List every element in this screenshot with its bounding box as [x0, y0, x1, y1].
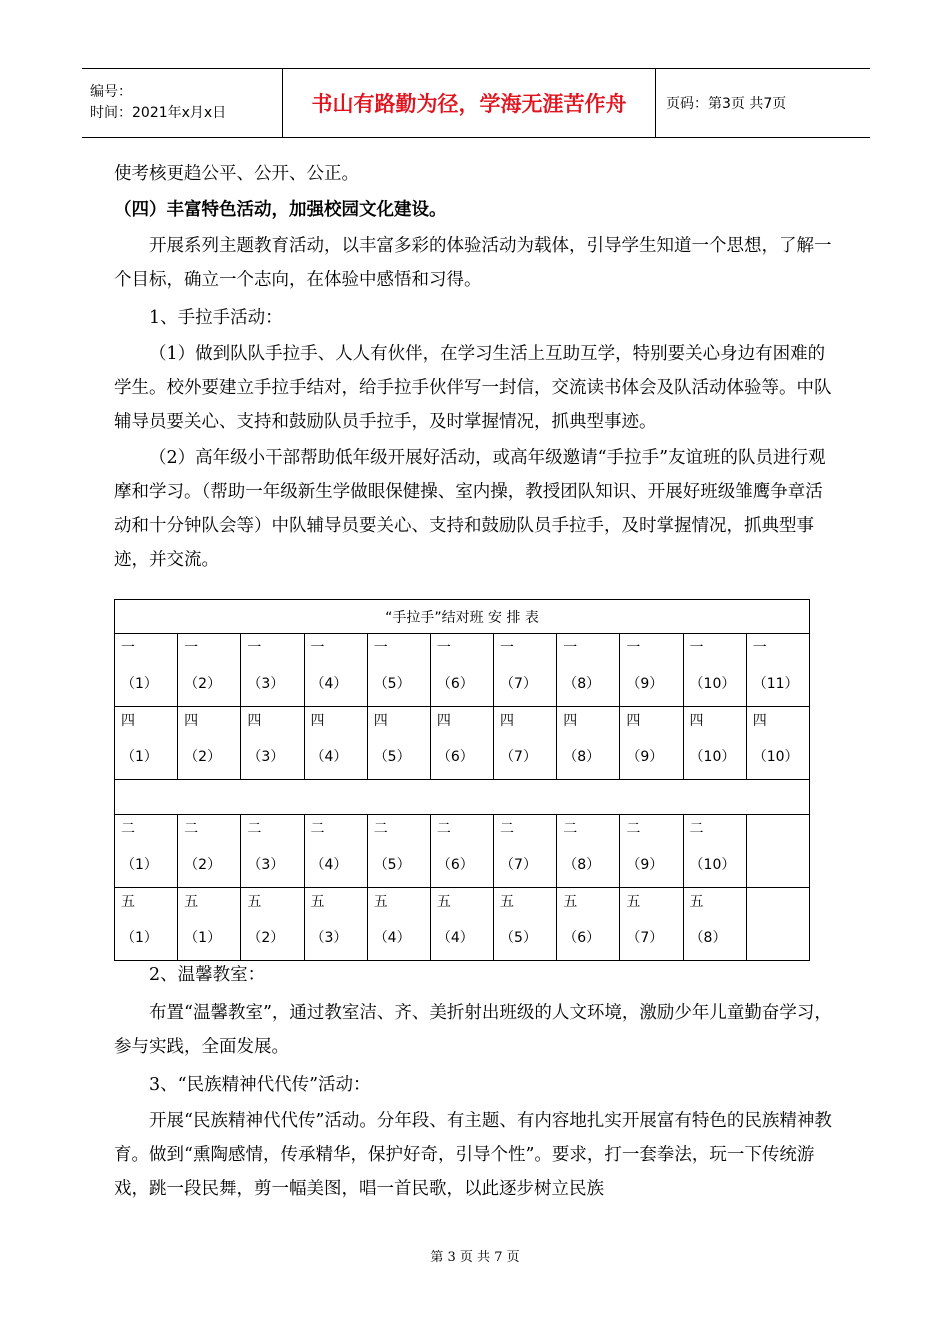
grade-label: 一	[247, 640, 262, 656]
grade-label: 二	[310, 821, 325, 837]
grade-label: 二	[373, 821, 388, 837]
class-number: （6）	[436, 676, 474, 692]
grade-label: 一	[752, 640, 767, 656]
class-number: （5）	[500, 930, 537, 946]
item2-title: 2、温馨教室：	[149, 965, 266, 985]
table-cell	[557, 815, 620, 888]
table-cell	[557, 707, 620, 780]
date-label: 时间：2021年x月x日	[90, 105, 227, 121]
class-number: （8）	[563, 676, 601, 692]
table-cell	[620, 634, 683, 707]
continued-line: 使考核更趋公平、公开、公正。	[114, 164, 359, 184]
grade-label: 四	[689, 713, 704, 729]
class-number: （10）	[689, 857, 736, 873]
grade-label: 五	[373, 894, 388, 910]
table-cell	[430, 815, 493, 888]
item3-title: 3、“民族精神代代传”活动：	[149, 1075, 371, 1095]
table-cell	[494, 707, 557, 780]
grade-label: 四	[247, 713, 262, 729]
grade-label: 五	[247, 894, 262, 910]
item1-paragraph-2: （2）高年级小干部帮助低年级开展好活动，或高年级邀请“手拉手”友谊班的队员进行观摩和学习。（帮助一年级新生学做眼保健操、室内操，教授团队知识、开展好班级雏鹰争章活动和十分钟队会等）中队辅导员要关心、支持和鼓励队员手拉手，及时掌握情况，抓典型事迹，并交流。	[114, 448, 826, 570]
item2-paragraph: 布置“温馨教室”，通过教室洁、齐、美折射出班级的人文环境，激励少年儿童勤奋学习，参与实践，全面发展。	[114, 1003, 832, 1057]
table-cell	[746, 888, 809, 961]
class-number: （7）	[500, 857, 537, 873]
table-cell	[241, 707, 304, 780]
grade-label	[753, 815, 809, 853]
grade-label: 四	[563, 713, 578, 729]
table-row	[115, 815, 810, 888]
class-number: （1）	[121, 676, 158, 692]
table-cell	[620, 815, 683, 888]
class-number: （7）	[500, 749, 537, 765]
class-number: （10）	[689, 676, 736, 692]
grade-label: 五	[184, 894, 199, 910]
table-cell	[557, 634, 620, 707]
grade-label: 五	[436, 894, 451, 910]
class-number: （6）	[436, 749, 474, 765]
section-heading: （四）丰富特色活动，加强校园文化建设。	[114, 200, 447, 220]
grade-label: 二	[563, 821, 578, 837]
header-page-cell	[656, 69, 870, 137]
class-number: （9）	[626, 857, 664, 873]
grade-label: 二	[500, 821, 515, 837]
table-cell	[304, 815, 367, 888]
grade-label: 一	[184, 640, 199, 656]
class-number: （4）	[310, 749, 348, 765]
class-number: （8）	[563, 857, 601, 873]
item1-paragraph-1: （1）做到队队手拉手、人人有伙伴，在学习生活上互助互学，特别要关心身边有困难的学生。校外要建立手拉手结对，给手拉手伙伴写一封信，交流读书体会及队活动体验等。中队辅导员要关心、支持和鼓励队员手拉手，及时掌握情况，抓典型事迹。	[114, 344, 832, 432]
grade-label: 一	[436, 640, 451, 656]
grade-label: 二	[436, 821, 451, 837]
class-number: （1）	[121, 857, 158, 873]
grade-label: 二	[184, 821, 199, 837]
grade-label: 五	[500, 894, 515, 910]
table-title: “手拉手”结对班 安 排 表	[115, 600, 810, 634]
page-footer: 第 3 页 共 7 页	[430, 1250, 520, 1265]
table-cell	[367, 634, 430, 707]
grade-label: 二	[689, 821, 704, 837]
body-bottom	[114, 958, 838, 1206]
class-number: （2）	[184, 857, 222, 873]
class-number: （3）	[247, 749, 285, 765]
table-cell	[557, 888, 620, 961]
class-number: （5）	[373, 749, 411, 765]
grade-label: 五	[310, 894, 325, 910]
table-cell	[115, 888, 178, 961]
pair-class-table	[114, 599, 810, 961]
table-cell	[746, 707, 809, 780]
class-number	[753, 926, 809, 960]
grade-label: 四	[310, 713, 325, 729]
class-number: （6）	[563, 930, 601, 946]
table-cell	[178, 815, 241, 888]
table-cell	[683, 634, 746, 707]
grade-label: 四	[626, 713, 641, 729]
grade-label: 二	[121, 821, 135, 837]
table-cell	[430, 707, 493, 780]
grade-label: 五	[563, 894, 578, 910]
grade-label: 二	[247, 821, 262, 837]
table-cell	[367, 815, 430, 888]
table-cell	[683, 707, 746, 780]
table-cell	[367, 888, 430, 961]
intro-paragraph: 开展系列主题教育活动，以丰富多彩的体验活动为载体，引导学生知道一个思想，了解一个目标，确立一个志向，在体验中感悟和习得。	[114, 236, 832, 290]
class-number: （7）	[500, 676, 537, 692]
motto-text: 书山有路勤为径，学海无涯苦作舟	[311, 92, 627, 116]
body-top	[114, 157, 838, 577]
grade-label: 一	[121, 640, 135, 656]
table-row	[115, 888, 810, 961]
table-cell	[430, 634, 493, 707]
page-header	[82, 68, 870, 138]
table-cell	[241, 888, 304, 961]
grade-label: 一	[626, 640, 641, 656]
table-cell	[746, 815, 809, 888]
grade-label: 五	[689, 894, 704, 910]
grade-label: 五	[626, 894, 641, 910]
class-number: （8）	[563, 749, 601, 765]
class-number: （11）	[752, 676, 799, 692]
table-cell	[494, 888, 557, 961]
class-number: （4）	[310, 857, 348, 873]
class-number: （2）	[184, 749, 222, 765]
table-cell	[178, 634, 241, 707]
class-number: （4）	[373, 930, 411, 946]
table-cell	[620, 888, 683, 961]
table-cell	[494, 634, 557, 707]
table-cell	[430, 888, 493, 961]
class-number: （10）	[689, 749, 736, 765]
grade-label: 四	[500, 713, 515, 729]
grade-label: 四	[184, 713, 199, 729]
class-number: （9）	[626, 749, 664, 765]
table-row	[115, 707, 810, 780]
class-number: （3）	[247, 857, 285, 873]
table-cell	[304, 634, 367, 707]
class-number: （5）	[373, 676, 411, 692]
table-title-row	[115, 600, 810, 634]
grade-label: 四	[752, 713, 767, 729]
table-cell	[494, 815, 557, 888]
grade-label: 一	[563, 640, 578, 656]
table-row	[115, 634, 810, 707]
table-cell	[683, 815, 746, 888]
table-cell	[241, 815, 304, 888]
grade-label: 四	[121, 713, 135, 729]
grade-label: 一	[310, 640, 325, 656]
class-number	[753, 853, 809, 887]
class-number: （6）	[436, 857, 474, 873]
table-cell	[241, 634, 304, 707]
class-number: （4）	[436, 930, 474, 946]
class-number: （3）	[310, 930, 348, 946]
page-label: 页码：第3页 共7页	[666, 96, 787, 112]
number-label: 编号：	[90, 84, 132, 100]
grade-label: 一	[689, 640, 704, 656]
table-cell	[304, 707, 367, 780]
grade-label: 一	[500, 640, 515, 656]
table-cell	[178, 888, 241, 961]
table-cell	[304, 888, 367, 961]
class-number: （2）	[184, 676, 222, 692]
class-number: （8）	[689, 930, 727, 946]
header-meta	[82, 69, 283, 137]
table-cell	[178, 707, 241, 780]
table-cell	[115, 707, 178, 780]
grade-label: 二	[626, 821, 641, 837]
header-motto-cell	[283, 69, 656, 137]
table-gap-row	[115, 780, 810, 815]
grade-label: 一	[373, 640, 388, 656]
class-number: （7）	[626, 930, 664, 946]
class-number: （3）	[247, 676, 285, 692]
class-number: （10）	[752, 749, 799, 765]
grade-label: 四	[436, 713, 451, 729]
class-number: （1）	[121, 749, 158, 765]
table-cell	[683, 888, 746, 961]
class-number: （2）	[247, 930, 285, 946]
table-gap-cell	[115, 780, 810, 815]
class-number: （1）	[121, 930, 158, 946]
table-cell	[746, 634, 809, 707]
class-number: （1）	[184, 930, 222, 946]
table-cell	[367, 707, 430, 780]
grade-label: 五	[121, 894, 135, 910]
item3-paragraph: 开展“民族精神代代传”活动。分年段、有主题、有内容地扎实开展富有特色的民族精神教育。做到“熏陶感情，传承精华，保护好奇，引导个性”。要求，打一套拳法，玩一下传统游戏，跳一段民舞，剪一幅美图，唱一首民歌，以此逐步树立民族	[114, 1111, 832, 1199]
item1-title: 1、手拉手活动：	[149, 308, 283, 328]
table-cell	[115, 634, 178, 707]
class-number: （9）	[626, 676, 664, 692]
grade-label	[753, 888, 809, 926]
class-number: （4）	[310, 676, 348, 692]
class-number: （5）	[373, 857, 411, 873]
table-cell	[620, 707, 683, 780]
grade-label: 四	[373, 713, 388, 729]
table-cell	[115, 815, 178, 888]
